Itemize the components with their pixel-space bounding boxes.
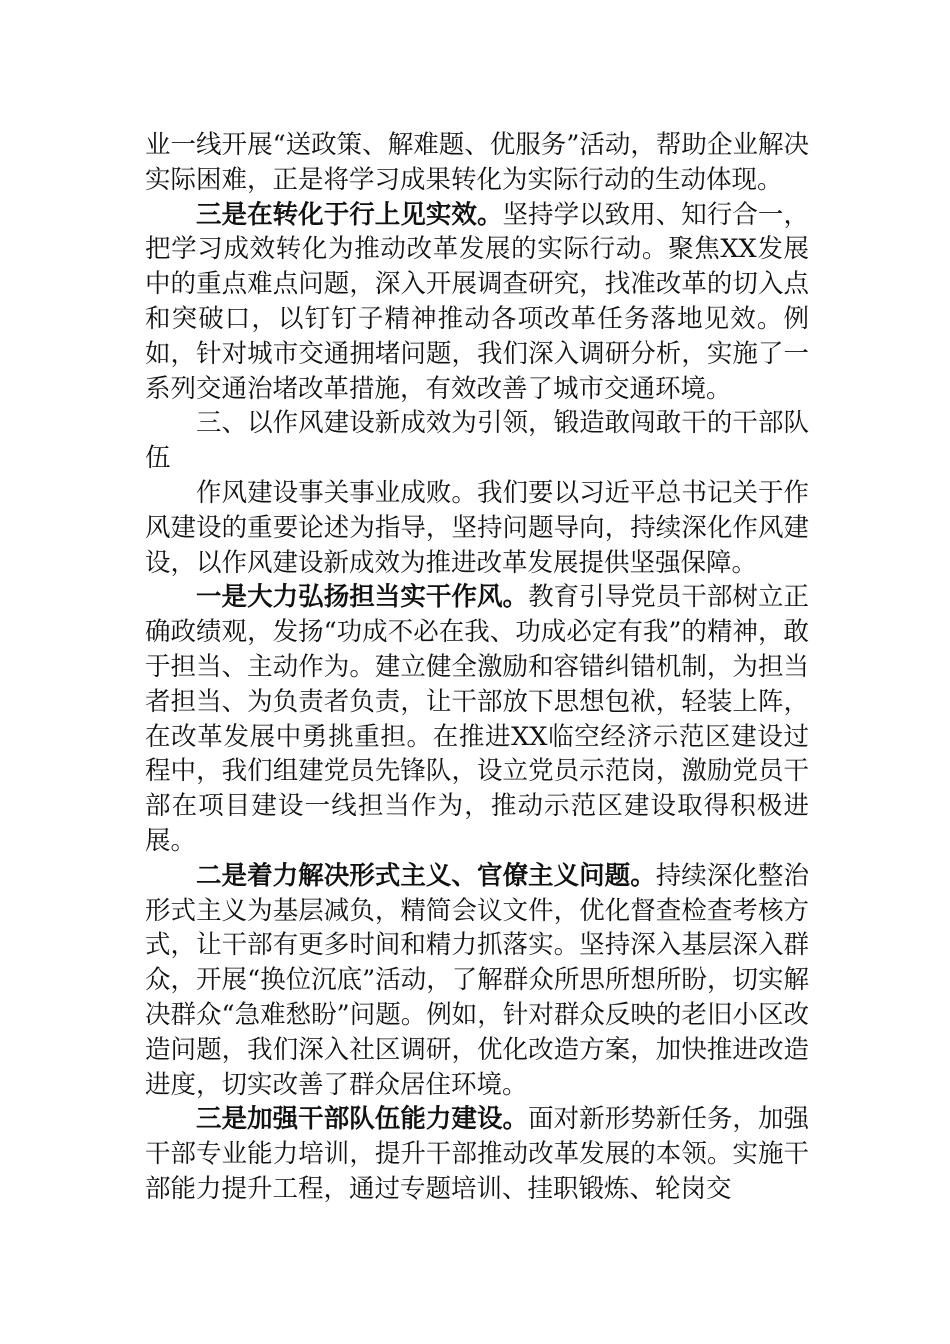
paragraph-body: 持续深化整治形式主义为基层减负，精简会议文件，优化督查检查考核方式，让干部有更多时间和精力抓落实。坚持深入基层深入群众，开展“换位沉底”活动，了解群众所思所想所盼，切实解决群众“急难愁盼”问题。例如，针对群众反映的老旧小区改造问题，我们深入社区调研，优化改造方案，加快推进改造进度，切实改善了群众居住环境。 [145, 860, 809, 1100]
paragraph-point-two [145, 859, 809, 1103]
paragraph-point-one [145, 580, 809, 858]
paragraph-point-three [145, 1102, 809, 1206]
paragraph-lead: 三是加强干部队伍能力建设。 [196, 1104, 529, 1135]
paragraph-body: 教育引导党员干部树立正确政绩观，发扬“功成不必在我、功成必定有我”的精神，敢于担当、主动作为。建立健全激励和容错纠错机制，为担当者担当、为负责者负责，让干部放下思想包袱，轻装上阵，在改革发展中勇挑重担。在推进XX临空经济示范区建设过程中，我们组建党员先锋队，设立党员示范岗，激励党员干部在项目建设一线担当作为，推动示范区建设取得积极进展。 [145, 582, 809, 856]
paragraph-lead: 三是在转化于行上见实效。 [196, 199, 503, 230]
paragraph-body: 面对新形势新任务，加强干部专业能力培训，提升干部推动改革发展的本领。实施干部能力提升工程，通过专题培训、挂职锻炼、轮岗交 [145, 1104, 809, 1204]
section-heading-three [145, 406, 809, 476]
paragraph-lead: 一是大力弘扬担当实干作风。 [196, 582, 529, 613]
paragraph-section-intro [145, 476, 809, 580]
paragraph-body: 坚持学以致用、知行合一，把学习成效转化为推动改革发展的实际行动。聚焦XX发展中的重点难点问题，深入开展调查研究，找准改革的切入点和突破口，以钉钉子精神推动各项改革任务落地见效。例如，针对城市交通拥堵问题，我们深入调研分析，实施了一系列交通治堵改革措施，有效改善了城市交通环境。 [145, 199, 809, 404]
paragraph-lead: 二是着力解决形式主义、官僚主义问题。 [196, 860, 656, 891]
paragraph-body: 作风建设事关事业成败。我们要以习近平总书记关于作风建设的重要论述为指导，坚持问题导向，持续深化作风建设，以作风建设新成效为推进改革发展提供坚强保障。 [145, 477, 809, 578]
paragraph-continuation [145, 128, 809, 198]
paragraph-body: 业一线开展“送政策、解难题、优服务”活动，帮助企业解决实际困难，正是将学习成果转化为实际行动的生动体现。 [145, 130, 809, 195]
document-page [145, 128, 809, 1207]
paragraph-body: 三、以作风建设新成效为引领，锻造敢闯敢干的干部队伍 [145, 408, 809, 474]
paragraph-point-three-practice [145, 198, 809, 407]
